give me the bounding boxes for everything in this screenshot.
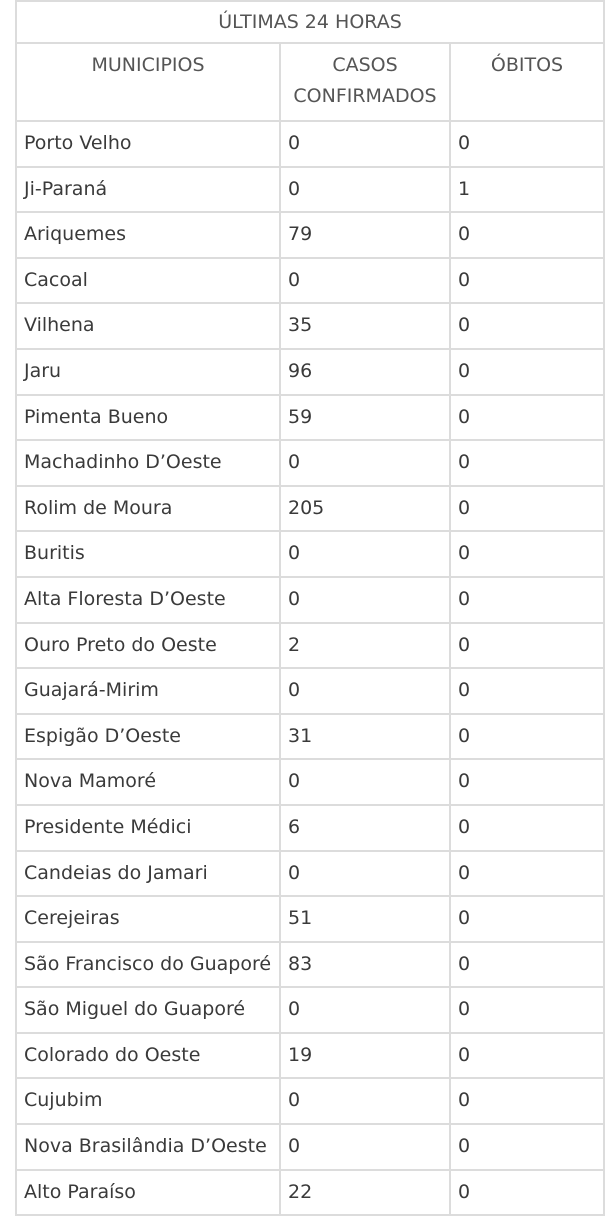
table-row (16, 714, 604, 760)
table-row (16, 1078, 604, 1124)
cell-casos: 0 (280, 167, 450, 213)
table-row (16, 486, 604, 532)
cell-obitos: 0 (450, 942, 604, 988)
cell-casos: 59 (280, 395, 450, 441)
cell-casos: 0 (280, 121, 450, 167)
cell-obitos: 0 (450, 1033, 604, 1079)
cell-municipio: Ariquemes (16, 212, 280, 258)
header-obitos: ÓBITOS (450, 43, 604, 121)
cell-municipio: Cujubim (16, 1078, 280, 1124)
cell-obitos: 0 (450, 577, 604, 623)
table-row (16, 258, 604, 304)
cell-obitos: 0 (450, 440, 604, 486)
cell-obitos: 0 (450, 1124, 604, 1170)
cell-casos: 0 (280, 759, 450, 805)
cell-municipio: Alta Floresta D’Oeste (16, 577, 280, 623)
cell-casos: 2 (280, 623, 450, 669)
table-title: ÚLTIMAS 24 HORAS (16, 1, 604, 43)
cell-municipio: Jaru (16, 349, 280, 395)
cell-casos: 31 (280, 714, 450, 760)
cell-obitos: 0 (450, 303, 604, 349)
table-row (16, 623, 604, 669)
table-row (16, 121, 604, 167)
table-row (16, 987, 604, 1033)
cell-casos: 0 (280, 258, 450, 304)
cell-casos: 0 (280, 577, 450, 623)
table-row (16, 167, 604, 213)
cell-obitos: 0 (450, 987, 604, 1033)
cell-municipio: Ouro Preto do Oeste (16, 623, 280, 669)
cell-casos: 22 (280, 1170, 450, 1216)
cell-municipio: Ji-Paraná (16, 167, 280, 213)
cell-casos: 51 (280, 896, 450, 942)
cell-obitos: 0 (450, 121, 604, 167)
cell-casos: 96 (280, 349, 450, 395)
header-casos-confirmados: CASOS CONFIRMADOS (280, 43, 450, 121)
cell-municipio: Candeias do Jamari (16, 851, 280, 897)
table-title-row (16, 1, 604, 43)
cell-obitos: 0 (450, 258, 604, 304)
cell-municipio: Espigão D’Oeste (16, 714, 280, 760)
cell-casos: 83 (280, 942, 450, 988)
cell-casos: 79 (280, 212, 450, 258)
cell-municipio: Pimenta Bueno (16, 395, 280, 441)
cell-casos: 0 (280, 851, 450, 897)
cell-obitos: 0 (450, 896, 604, 942)
cell-obitos: 0 (450, 668, 604, 714)
cell-casos: 19 (280, 1033, 450, 1079)
header-municipios: MUNICIPIOS (16, 43, 280, 121)
cell-casos: 0 (280, 987, 450, 1033)
table-row (16, 349, 604, 395)
cell-casos: 0 (280, 1078, 450, 1124)
table-row (16, 440, 604, 486)
cell-municipio: São Miguel do Guaporé (16, 987, 280, 1033)
cell-obitos: 0 (450, 531, 604, 577)
table-row (16, 851, 604, 897)
cell-obitos: 0 (450, 623, 604, 669)
table-row (16, 395, 604, 441)
cell-casos: 35 (280, 303, 450, 349)
cell-obitos: 0 (450, 486, 604, 532)
cell-municipio: Alto Paraíso (16, 1170, 280, 1216)
cell-obitos: 0 (450, 851, 604, 897)
table-row (16, 668, 604, 714)
cell-municipio: Rolim de Moura (16, 486, 280, 532)
cell-casos: 0 (280, 668, 450, 714)
cell-obitos: 0 (450, 759, 604, 805)
cell-municipio: Buritis (16, 531, 280, 577)
table-row (16, 896, 604, 942)
cell-casos: 0 (280, 1124, 450, 1170)
cell-obitos: 0 (450, 1078, 604, 1124)
cell-obitos: 0 (450, 395, 604, 441)
cell-municipio: Cacoal (16, 258, 280, 304)
cell-casos: 205 (280, 486, 450, 532)
cell-obitos: 0 (450, 714, 604, 760)
cell-obitos: 0 (450, 805, 604, 851)
cell-municipio: Cerejeiras (16, 896, 280, 942)
table-row (16, 1033, 604, 1079)
table-body (16, 121, 604, 1215)
cell-obitos: 0 (450, 1170, 604, 1216)
table-row (16, 942, 604, 988)
cell-municipio: Guajará-Mirim (16, 668, 280, 714)
cell-municipio: Porto Velho (16, 121, 280, 167)
table-row (16, 805, 604, 851)
cell-municipio: Vilhena (16, 303, 280, 349)
cell-casos: 0 (280, 531, 450, 577)
table-row (16, 531, 604, 577)
cell-municipio: Nova Mamoré (16, 759, 280, 805)
cell-municipio: Colorado do Oeste (16, 1033, 280, 1079)
table-row (16, 212, 604, 258)
cell-casos: 0 (280, 440, 450, 486)
cell-casos: 6 (280, 805, 450, 851)
cell-obitos: 1 (450, 167, 604, 213)
cell-municipio: Nova Brasilândia D’Oeste (16, 1124, 280, 1170)
cell-municipio: Presidente Médici (16, 805, 280, 851)
table-row (16, 577, 604, 623)
covid-cases-table (15, 0, 605, 1216)
table-row (16, 759, 604, 805)
covid-table-container (15, 0, 603, 1216)
cell-municipio: São Francisco do Guaporé (16, 942, 280, 988)
cell-municipio: Machadinho D’Oeste (16, 440, 280, 486)
table-header-row (16, 43, 604, 121)
cell-obitos: 0 (450, 212, 604, 258)
table-row (16, 1170, 604, 1216)
table-row (16, 303, 604, 349)
table-row (16, 1124, 604, 1170)
cell-obitos: 0 (450, 349, 604, 395)
